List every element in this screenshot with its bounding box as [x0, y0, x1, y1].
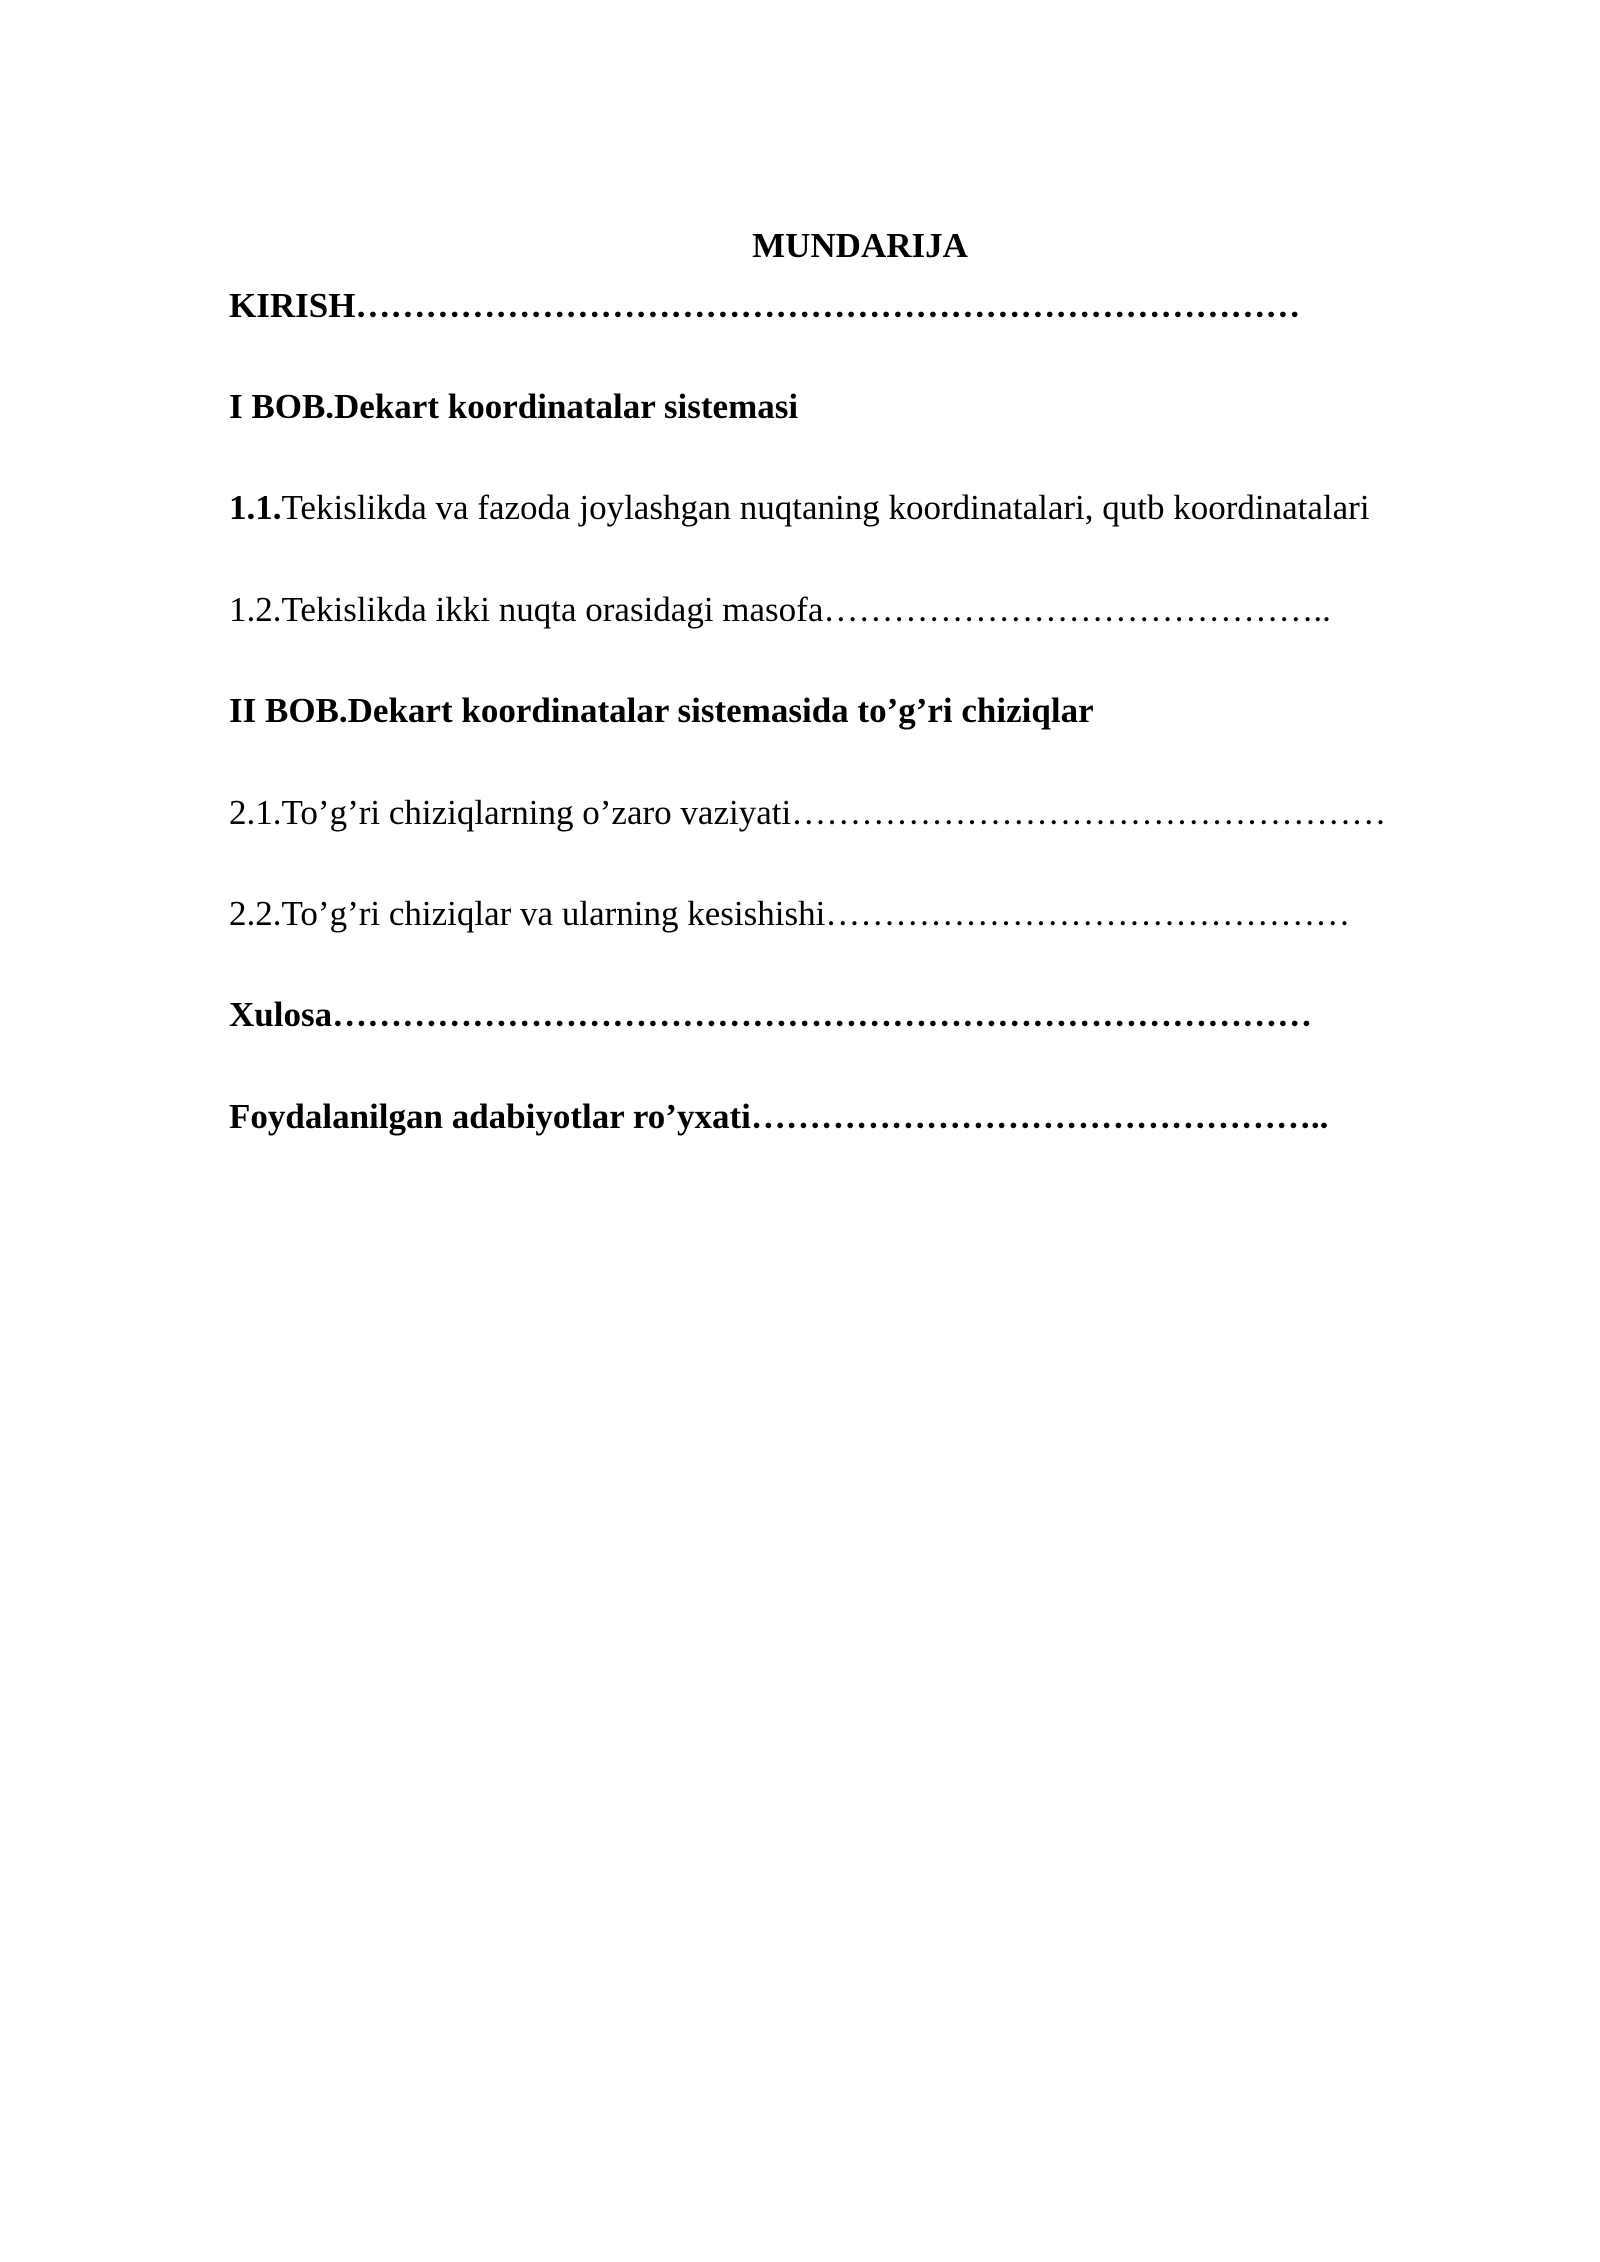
toc-entry-2-2: 2.2.To’g’ri chiziqlar va ularning kesishishi……………………………………… [229, 894, 1351, 933]
toc-entry-kirish: KIRISH……………………………………………………………………… [229, 286, 1301, 325]
toc-entry-1-1 [229, 486, 1370, 530]
toc-entry-2-1: 2.1.To’g’ri chiziqlarning o’zaro vaziyati…………………………………………… [229, 793, 1387, 832]
toc-entry-1-2: 1.2.Tekislikda ikki nuqta orasidagi masofa…………………………………….. [229, 590, 1331, 629]
toc-entry-chapter-1: I BOB.Dekart koordinatalar sistemasi [229, 387, 799, 426]
toc-entry-1-1-text: Tekislikda va fazoda joylashgan nuqtaning koordinatalari, qutb koordinatalari [281, 488, 1370, 527]
toc-entry-1-1-number: 1.1. [229, 488, 282, 527]
toc-entry-xulosa: Xulosa………………………………………………………………………… [229, 995, 1313, 1034]
toc-entry-references: Foydalanilgan adabiyotlar ro’yxati………………………………………….. [229, 1097, 1329, 1136]
toc-entry-chapter-2: II BOB.Dekart koordinatalar sistemasida to’g’ri chiziqlar [229, 691, 1094, 730]
toc-title: MUNDARIJA [752, 226, 968, 265]
